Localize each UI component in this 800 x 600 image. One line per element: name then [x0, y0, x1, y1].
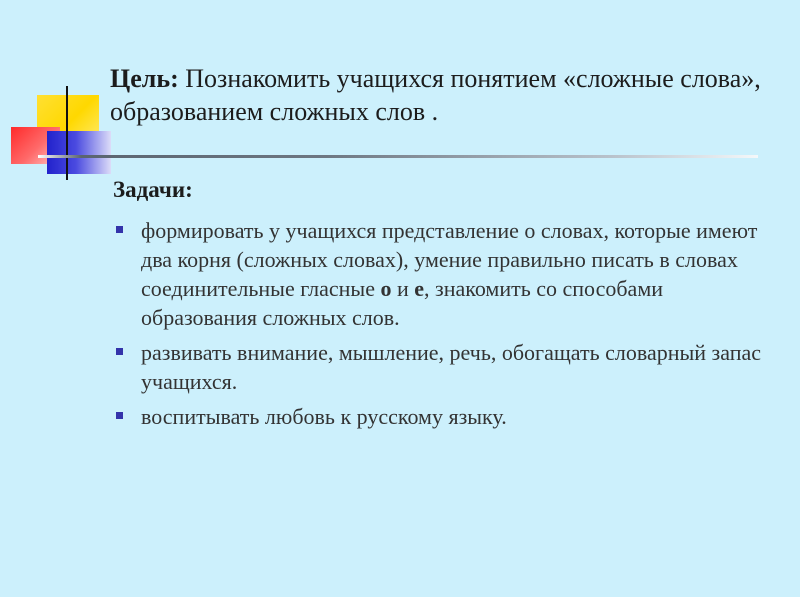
tasks-list [116, 216, 776, 437]
task-text-part: и [391, 276, 415, 301]
task-text: развивать внимание, мышление, речь, обогащать словарный запас учащихся. [141, 340, 762, 394]
square-bullet-icon [116, 412, 123, 419]
vertical-line-decoration [66, 86, 68, 180]
task-text-part: , знакомить со способами образования сложных слов. [141, 276, 664, 330]
tasks-heading: Задачи: [113, 177, 193, 202]
task-text [141, 218, 757, 330]
connecting-vowel-o: о [380, 276, 392, 301]
list-item [116, 338, 776, 396]
title-divider [38, 155, 758, 158]
square-bullet-icon [116, 348, 123, 355]
goal-label: Цель: [110, 64, 179, 93]
blue-square-decoration [47, 131, 111, 174]
square-bullet-icon [116, 226, 123, 233]
task-text: воспитывать любовь к русскому языку. [141, 404, 507, 429]
list-item [116, 216, 776, 332]
task-text-part: формировать у учащихся представление о словах, которые имеют два корня (сложных словах), умение правильно писать в словах соединительные гласные [141, 218, 758, 301]
list-item [116, 402, 776, 431]
goal-text: Познакомить учащихся понятием «сложные слова», образованием сложных слов . [110, 64, 761, 126]
slide-title [110, 62, 770, 128]
connecting-vowel-e: е [414, 276, 425, 301]
